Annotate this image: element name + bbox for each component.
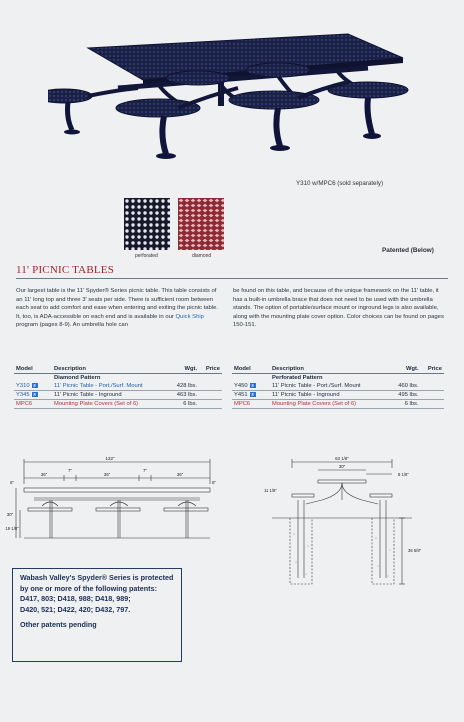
model-number: Y450 — [234, 383, 248, 390]
dim-end-overhang: 8 1/8" — [398, 472, 409, 477]
perforated-swatch-image — [124, 198, 170, 250]
dim-end-right: 6" — [211, 480, 217, 485]
col-price: Price — [199, 365, 222, 374]
row-price — [421, 382, 444, 391]
row-price — [421, 391, 444, 400]
swatch-diamond-label: diamond — [192, 253, 212, 259]
table-row — [232, 382, 444, 391]
concrete-fill — [293, 533, 391, 577]
swatch-diamond — [178, 198, 224, 250]
row-weight: 6 lbs. — [389, 400, 420, 409]
row-price — [199, 391, 222, 400]
ada-icon: ♿ — [250, 392, 256, 398]
col-model: Model — [14, 365, 52, 374]
patents-line-3: D417, 803; D418, 988; D418, 989; — [20, 594, 131, 604]
section-rule — [16, 278, 448, 279]
photo-caption: Y310 w/MPC6 (sold separately) — [296, 180, 384, 187]
diamond-swatch-image — [178, 198, 224, 250]
section-title: 11' PICNIC TABLES — [16, 264, 115, 276]
col-model: Model — [232, 365, 270, 374]
row-price — [199, 400, 222, 409]
table-row — [14, 391, 222, 400]
table-row — [232, 391, 444, 400]
dim-height-top: 30" — [6, 512, 14, 517]
dim-seat-c: 36" — [176, 472, 184, 477]
swatch-perforated-label: perforated — [135, 253, 158, 259]
row-price — [199, 382, 222, 391]
table-row — [14, 400, 222, 409]
row-weight: 495 lbs. — [389, 391, 420, 400]
model-number: Y310 — [16, 383, 30, 390]
patents-line-1: Wabash Valley's Spyder® Series is protected — [20, 573, 174, 582]
dim-seat-b: 36" — [103, 472, 111, 477]
patents-pending: Other patents pending — [20, 620, 97, 630]
model-number: MPC6 — [14, 400, 52, 409]
dim-height-seat: 19 1/8" — [5, 526, 19, 531]
dim-end-seat-depth: 11 1/8" — [264, 488, 277, 493]
dim-gap-a: 7" — [67, 468, 73, 473]
row-description: Mounting Plate Covers (Set of 6) — [52, 400, 168, 409]
ada-icon: ♿ — [32, 392, 38, 398]
col-weight: Wgt. — [389, 365, 420, 374]
end-elevation-svg — [262, 454, 432, 594]
table-row — [14, 382, 222, 391]
patents-line-4: D420, 521; D422, 420; D432, 797. — [20, 604, 131, 614]
dim-end-top: 30" — [338, 464, 346, 469]
spec-table-perforated — [232, 365, 444, 409]
row-description: 11' Picnic Table - Port./Surf. Mount — [52, 382, 168, 391]
col-price: Price — [421, 365, 444, 374]
row-description: 11' Picnic Table - Port./Surf. Mount — [270, 382, 389, 391]
row-weight: 460 lbs. — [389, 382, 420, 391]
row-description: 11' Picnic Table - Inground — [270, 391, 389, 400]
table-row — [232, 400, 444, 409]
row-price — [421, 400, 444, 409]
picnic-table-image — [48, 18, 418, 176]
ada-icon: ♿ — [250, 383, 256, 388]
side-elevation-drawing — [4, 454, 218, 554]
quick-ship-link[interactable]: Quick Ship — [175, 313, 204, 320]
spec-table-left — [14, 365, 222, 409]
dim-seat-a: 36" — [40, 472, 48, 477]
model-number: Y345 — [16, 392, 30, 399]
description-text-1: Our largest table is the 11' Spyder® Series picnic table. This table consists of an 11' long top and three 3' seats per side. There is sufficient room between each seat to add comfort and ease when entering and exiting the picnic table. It, too, is ADA-accessible on each end and is available in our — [16, 288, 219, 320]
product-photo — [48, 18, 418, 176]
dim-end-left: 6" — [9, 480, 15, 485]
description-column-1 — [16, 287, 223, 330]
spec-table-right — [232, 365, 444, 409]
row-description: Mounting Plate Covers (Set of 6) — [270, 400, 389, 409]
dim-gap-b: 7" — [142, 468, 148, 473]
row-weight: 463 lbs. — [168, 391, 199, 400]
description-text-1b: program (pages 8-9). An umbrella hole can — [16, 322, 128, 329]
model-number: Y451 — [234, 392, 248, 399]
pattern-heading: Perforated Pattern — [272, 375, 323, 381]
dim-overall: 132" — [105, 456, 115, 461]
row-description: 11' Picnic Table - Inground — [52, 391, 168, 400]
swatch-perforated — [124, 198, 170, 250]
col-description: Description — [52, 365, 168, 374]
pattern-heading: Diamond Pattern — [54, 375, 101, 381]
row-weight: 428 lbs. — [168, 382, 199, 391]
dim-end-overall: 63 1/8" — [335, 456, 349, 461]
row-weight: 6 lbs. — [168, 400, 199, 409]
col-description: Description — [270, 365, 389, 374]
patented-label: Patented (Below) — [382, 247, 434, 254]
patents-box — [12, 568, 182, 662]
dim-end-leg-depth: 36 5/8" — [408, 548, 422, 553]
col-weight: Wgt. — [168, 365, 199, 374]
end-elevation-drawing — [262, 454, 432, 594]
spec-table-diamond — [14, 365, 222, 409]
patents-line-2: by one or more of the following patents: — [20, 583, 157, 593]
side-elevation-svg — [4, 454, 218, 554]
ada-icon: ♿ — [32, 383, 38, 388]
model-number: MPC6 — [232, 400, 270, 409]
description-column-2: be found on this table, and because of the unique framework on the 11' table, it has a built-in umbrella brace that does not need to be used with the umbrella stands. The option of portable/surface mount or inground legs is also available, along with the mounting plate cover option. Color choices can be found on pages 150-151. — [233, 288, 444, 329]
